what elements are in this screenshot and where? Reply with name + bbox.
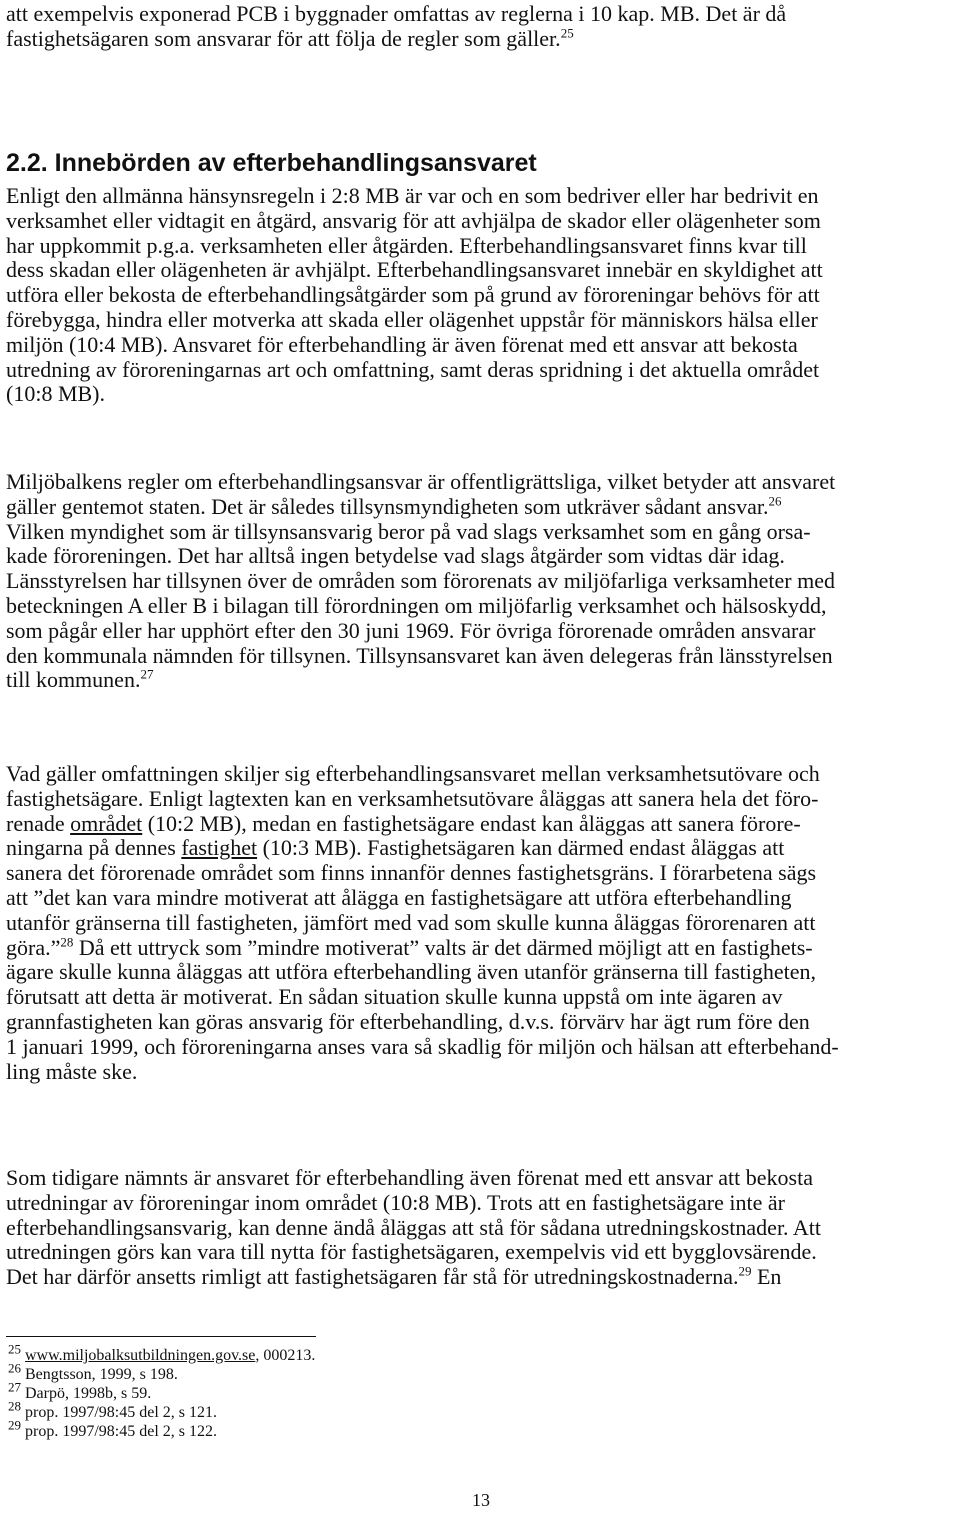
intro-paragraph: [6, 2, 946, 52]
text-line: 1 januari 1999, och föroreningarna anses vara så skadlig för miljön och hälsan att efterbehand-: [6, 1034, 839, 1059]
page-number: 13: [472, 1490, 490, 1510]
text-line: att exempelvis exponerad PCB i byggnader omfattas av reglerna i 10 kap. MB. Det är då: [6, 2, 787, 26]
footnote-27: $^{27}$ Darpö, 1998b, s 59.: [8, 1379, 152, 1402]
text-line: förutsatt att detta är motiverat. En sådan situation skulle kunna uppstå om inte ägaren av: [6, 985, 783, 1010]
text-line: har uppkommit p.g.a. verksamheten eller åtgärden. Efterbehandlingsansvaret finns kvar till: [6, 233, 807, 258]
text-line: fastighetsägare. Enligt lagtexten kan en verksamhetsutövare åläggas att sanera hela det föro-: [6, 786, 819, 811]
text-line: (10:8 MB).: [6, 382, 105, 407]
text-line: efterbehandlingsansvarig, kan denne ändå åläggas att stå för sådana utredningskostnader. Att: [6, 1215, 821, 1240]
footnote-link[interactable]: www.miljobalksutbildningen.gov.se: [25, 1347, 256, 1364]
text-line: beteckningen A eller B i bilagan till förordningen om miljöfarlig verksamhet och hälsoskydd,: [6, 593, 827, 618]
section-heading: [6, 148, 946, 178]
text-line: dess skadan eller olägenheten är avhjälpt. Efterbehandlingsansvaret innebär en skyldighet att: [6, 258, 823, 283]
text-line: Vad gäller omfattningen skiljer sig efterbehandlingsansvaret mellan verksamhetsutövare och: [6, 762, 820, 786]
text-line: göra.”$^{28}$ Då ett uttryck som ”mindre motiverat” valts är det därmed möjligt att en fastighets-: [6, 935, 813, 960]
paragraph-3: [6, 762, 946, 1084]
text-line: utredningar av föroreningar inom området (10:8 MB). Trots att en fastighetsägare inte är: [6, 1190, 785, 1215]
text-line: som pågår eller har upphört efter den 30 juni 1969. För övriga förorenade områden ansvarar: [6, 618, 816, 643]
text-line: att ”det kan vara mindre motiverat att ålägga en fastighetsägare att utföra efterbehandling: [6, 885, 792, 910]
text-line: renade området (10:2 MB), medan en fastighetsägare endast kan åläggas att sanera förore-: [6, 811, 801, 836]
text-line: grannfastigheten kan göras ansvarig för efterbehandling, d.v.s. förvärv har ägt rum före den: [6, 1009, 810, 1034]
section-title: 2.2. Innebörden av efterbehandlingsansvaret: [6, 149, 537, 177]
footnotes: [8, 1341, 948, 1441]
text-line: utredning av föroreningarnas art och omfattning, samt deras spridning i det aktuella området: [6, 357, 820, 382]
footnote-divider: [6, 1336, 316, 1337]
paragraph-2: [6, 470, 946, 693]
text-line: Det har därför ansetts rimligt att fastighetsägaren får stå för utredningskostnaderna.$^{29}$ En: [6, 1265, 782, 1290]
text-line: förebygga, hindra eller motverka att skada eller olägenhet uppstår för människors hälsa eller: [6, 307, 818, 332]
paragraph-4: [6, 1166, 946, 1290]
text-line: till kommunen.$^{27}$: [6, 668, 154, 693]
footnote-25: $^{25}$ www.miljobalksutbildningen.gov.se, 000213.: [8, 1341, 316, 1364]
text-line: miljön (10:4 MB). Ansvaret för efterbehandling är även förenat med ett ansvar att bekosta: [6, 332, 798, 357]
paragraph-1: [6, 184, 946, 407]
footnote-ref: 29: [738, 1265, 752, 1279]
footnote-28: $^{28}$ prop. 1997/98:45 del 2, s 121.: [8, 1398, 217, 1421]
text-line: Som tidigare nämnts är ansvaret för efterbehandling även förenat med ett ansvar att bekosta: [6, 1166, 813, 1190]
text-line: utföra eller bekosta de efterbehandlingsåtgärder som på grund av föroreningar behövs för att: [6, 283, 820, 308]
text-line: gäller gentemot staten. Det är således tillsynsmyndigheten som utkräver sådant ansvar.$^{26}$: [6, 494, 782, 519]
text-line: ägare skulle kunna åläggas att utföra efterbehandling även utanför gränserna till fastigheten,: [6, 960, 817, 985]
footnote-ref: 27: [140, 668, 154, 683]
footnote-ref: 26: [768, 494, 782, 509]
text-line: utanför gränserna till fastigheten, jämfört med vad som skulle kunna åläggas förorenaren att: [6, 910, 816, 935]
text-line: Länsstyrelsen har tillsynen över de områden som förorenats av miljöfarliga verksamheter med: [6, 569, 836, 594]
text-line: sanera det förorenade området som finns innanför dennes fastighetsgräns. I förarbetena sägs: [6, 861, 817, 886]
text-line: Enligt den allmänna hänsynsregeln i 2:8 MB är var och en som bedriver eller har bedrivit en: [6, 184, 819, 208]
text-line: verksamhet eller vidtagit en åtgärd, ansvarig för att avhjälpa de skador eller olägenheter som: [6, 208, 821, 233]
text-line: ling måste ske.: [6, 1059, 138, 1084]
footnote-ref: 28: [60, 935, 74, 950]
text-line: fastighetsägaren som ansvarar för att följa de regler som gäller.$^{25}$: [6, 26, 574, 51]
footnote-26: $^{26}$ Bengtsson, 1999, s 198.: [8, 1360, 178, 1383]
text-line: ningarna på dennes fastighet (10:3 MB). Fastighetsägaren kan därmed endast åläggas att: [6, 836, 785, 861]
text-line: utredningen görs kan vara till nytta för fastighetsägaren, exempelvis vid ett bygglovsärende.: [6, 1240, 817, 1265]
footnote-ref: 25: [560, 26, 574, 41]
footnote-29: $^{29}$ prop. 1997/98:45 del 2, s 122.: [8, 1417, 217, 1440]
text-line: den kommunala nämnden för tillsynen. Tillsynsansvaret kan även delegeras från länsstyrelsen: [6, 643, 833, 668]
text-line: Miljöbalkens regler om efterbehandlingsansvar är offentligrättsliga, vilket betyder att ansvaret: [6, 470, 836, 494]
text-line: kade föroreningen. Det har alltså ingen betydelse vad slags åtgärder som vidtas där idag.: [6, 544, 785, 569]
text-line: Vilken myndighet som är tillsynsansvarig beror på vad slags verksamhet som en gång orsa-: [6, 519, 811, 544]
